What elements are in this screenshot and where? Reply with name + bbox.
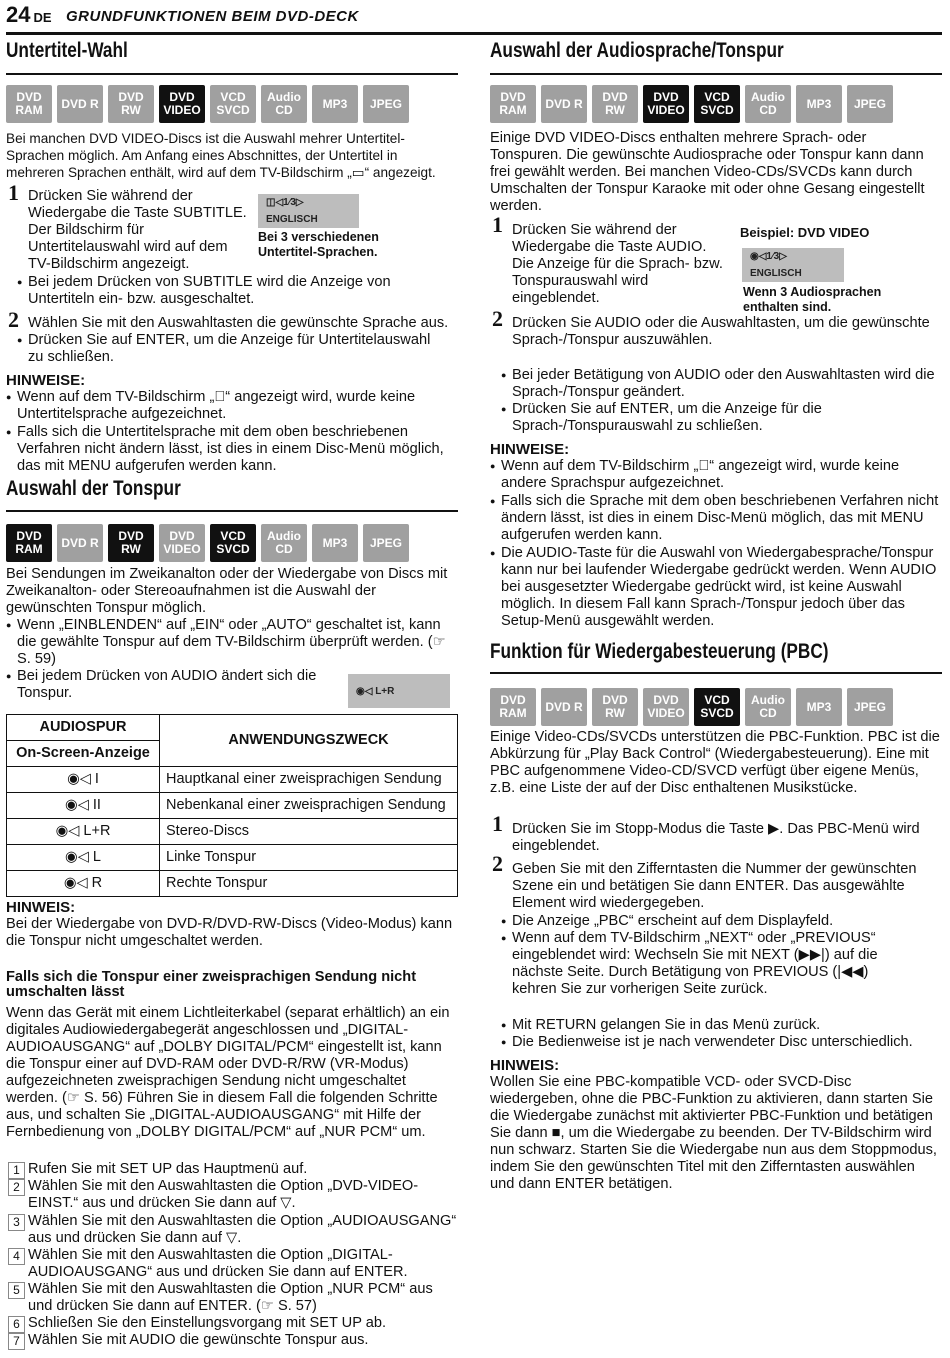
vcd-svcd-icon: VCD SVCD: [210, 524, 256, 562]
list-item: Wählen Sie mit AUDIO die gewünschte Tonspur aus.: [28, 1332, 369, 1348]
divider: [490, 73, 942, 75]
mp3-icon: MP3: [796, 85, 842, 123]
dvd-ram-icon: DVD RAM: [6, 85, 52, 123]
step-text: Wählen Sie mit den Auswahltasten die gewünschte Sprache aus.: [28, 315, 449, 331]
jpeg-icon: JPEG: [363, 85, 409, 123]
bullet: ● Bei jedem Drücken von SUBTITLE wird die Anzeige von Untertiteln ein- bzw. ausgeschaltet.: [28, 274, 448, 308]
bullet: ● Wenn „EINBLENDEN“ auf „EIN“ oder „AUTO“ geschaltet ist, kann die gewählte Tonspur auf dem TV-Bildschirm überprüft werden. (☞ S. 59): [17, 617, 457, 668]
dvd-r-icon: DVD R: [57, 85, 103, 123]
note-text: Bei der Wiedergabe von DVD-R/DVD-RW-Discs (Video-Modus) kann die Tonspur nicht umgeschaltet werden.: [6, 916, 453, 949]
bullet: ● Bei jedem Drücken von AUDIO ändert sich die Tonspur.: [17, 668, 337, 702]
heading-tonspur: Auswahl der Tonspur: [6, 477, 181, 500]
step-text: Drücken Sie im Stopp-Modus die Taste ▶. Das PBC-Menü wird eingeblendet.: [512, 821, 920, 854]
heading-audiosprache: Auswahl der Audiosprache/Tonspur: [490, 39, 784, 62]
step-text: Geben Sie mit den Zifferntasten die Nummer der gewünschten Szene ein und betätigen Sie dann ENTER. Das ausgewählte Element wird wiedergegeben.: [512, 861, 917, 911]
sub-text: Wenn das Gerät mit einem Lichtleiterkabel (separat erhältlich) an ein digitales Audiowiedergabegerät angeschlossen und „DIGITAL-AUDIOAUSGANG“ auf „DOLBY DIGITAL/PCM“ eingestellt ist, kann die Tonspur einer auf DVD-RAM oder DVD-R/RW (VR-Modus) aufgezeichneten zweisprachigen Sendung nicht umgeschaltet werden. (☞ S. 56) Führen Sie in diesem Fall die folgenden Schritte aus, und schalten Sie „DIGITAL-AUDIOAUSGANG“ mit Hilfe der Fernbedienung von „DOLBY DIGITAL/PCM“ auf „NUR PCM“ um.: [6, 1005, 450, 1140]
step-text: Drücken Sie während der Wiedergabe die Taste AUDIO. Die Anzeige für die Sprach- bzw. Tonspurauswahl wird eingeblendet.: [512, 222, 723, 306]
note-heading: HINWEIS:: [6, 899, 76, 916]
disc-icons-r1: [490, 85, 893, 123]
th-osd: On-Screen-Anzeige: [7, 741, 160, 767]
disc-icons-r2: [490, 688, 893, 726]
audio-cd-icon: Audio CD: [745, 85, 791, 123]
note-text: Wollen Sie eine PBC-kompatible VCD- oder SVCD-Disc wiedergeben, ohne die PBC-Funktion zu aktivieren, dann starten Sie die Wiedergabe zunächst mit aktivierter PBC-Funktion und betätigen Sie dann ■, um die Wiedergabe zu beenden. Der TV-Bildschirm wird nun schwarz. Starten Sie die Wiedergabe nun aus dem Stoppmodus, indem Sie den gewünschten Titel mit den Zifferntasten auswählen und dann ENTER betätigen.: [490, 1074, 937, 1192]
list-item: Wählen Sie mit den Auswahltasten die Option „DVD-VIDEO-EINST.“ aus und drücken Sie dann auf ▽.: [28, 1178, 419, 1211]
jpeg-icon: JPEG: [363, 524, 409, 562]
heading-pbc: Funktion für Wiedergabesteuerung (PBC): [490, 640, 829, 663]
list-item: Rufen Sie mit SET UP das Hauptmenü auf.: [28, 1161, 308, 1177]
heading-untertitel: Untertitel-Wahl: [6, 39, 128, 62]
dvd-rw-icon: DVD RW: [108, 85, 154, 123]
th-zweck: ANWENDUNGSZWECK: [160, 715, 458, 767]
osd-caption: Bei 3 verschiedenen Untertitel-Sprachen.: [258, 230, 379, 259]
table-row: ◉◁ II Nebenkanal einer zweisprachigen Sendung: [7, 793, 458, 819]
jpeg-icon: JPEG: [847, 85, 893, 123]
disc-icons-s2: [6, 524, 409, 562]
example-label: Beispiel: DVD VIDEO: [740, 225, 870, 240]
section-title: GRUNDFUNKTIONEN BEIM DVD-DECK: [66, 8, 359, 25]
note-heading: HINWEIS:: [490, 1057, 560, 1074]
mp3-icon: MP3: [312, 85, 358, 123]
audio-table: [6, 714, 458, 897]
bullet: ● Drücken Sie auf ENTER, um die Anzeige für Untertitelauswahl zu schließen.: [28, 332, 448, 366]
note: ● Wenn auf dem TV-Bildschirm „⃠“ angezeigt wird, wurde keine Untertitelsprache aufgezeichnet.: [17, 389, 457, 423]
step-number: 2: [492, 306, 503, 331]
dvd-video-icon: DVD VIDEO: [159, 524, 205, 562]
mp3-icon: MP3: [312, 524, 358, 562]
divider: [6, 73, 458, 75]
intro-text: Bei manchen DVD VIDEO-Discs ist die Auswahl mehrer Untertitel-Sprachen möglich. Am Anfang eines Abschnittes, der Untertitel in mehreren Sprachen enthält, wird auf dem TV-Bildschirm „▭“ angezeigt.: [6, 131, 436, 180]
dvd-ram-icon: DVD RAM: [6, 524, 52, 562]
table-row: ◉◁ R Rechte Tonspur: [7, 871, 458, 897]
bullet: ● Mit RETURN gelangen Sie in das Menü zurück.: [512, 1017, 940, 1034]
divider: [490, 672, 942, 674]
disc-icons-s1: [6, 85, 409, 123]
step-number: 1: [8, 180, 19, 205]
list-item: Wählen Sie mit den Auswahltasten die Option „NUR PCM“ aus und drücken Sie dann auf ENTER. (☞ S. 57): [28, 1281, 433, 1314]
step-number: 2: [492, 851, 503, 876]
audio-cd-icon: Audio CD: [261, 85, 307, 123]
vcd-svcd-icon: VCD SVCD: [694, 688, 740, 726]
dvd-ram-icon: DVD RAM: [490, 688, 536, 726]
dvd-video-icon: DVD VIDEO: [643, 85, 689, 123]
audio-osd: ◉◁ L+R: [348, 674, 450, 708]
notes-heading: HINWEISE:: [6, 372, 86, 389]
mp3-icon: MP3: [796, 688, 842, 726]
intro-text: Bei Sendungen im Zweikanalton oder der Wiedergabe von Discs mit Zweikanalton- oder Stereoaufnahmen ist die Auswahl der gewünschten Tonspur möglich.: [6, 566, 448, 616]
osd-caption: Wenn 3 Audiosprachen enthalten sind.: [743, 285, 882, 314]
table-row: ◉◁ L+R Stereo-Discs: [7, 819, 458, 845]
list-item: Schließen Sie den Einstellungsvorgang mit SET UP ab.: [28, 1315, 387, 1331]
bullet: ● Die Bedienweise ist je nach verwendeter Disc unterschiedlich.: [512, 1034, 940, 1051]
step-text: Drücken Sie AUDIO oder die Auswahltasten, um die gewünschte Sprach-/Tonspur auszuwählen.: [512, 315, 930, 348]
dvd-r-icon: DVD R: [57, 524, 103, 562]
bullet: ● Die Anzeige „PBC“ erscheint auf dem Displayfeld.: [512, 913, 940, 930]
note: ● Falls sich die Sprache mit dem oben beschriebenen Verfahren nicht ändern lässt, ist dies in einem Disc-Menü möglich, das mit MENU aufgerufen werden kann.: [501, 493, 941, 544]
page-header: [6, 2, 942, 35]
note: ● Falls sich die Untertitelsprache mit dem oben beschriebenen Verfahren nicht ändern lässt, ist dies in einem Disc-Menü möglich, das mit MENU aufgerufen werden kann.: [17, 424, 457, 475]
audio-cd-icon: Audio CD: [745, 688, 791, 726]
table-row: ◉◁ I Hauptkanal einer zweisprachigen Sendung: [7, 767, 458, 793]
bullet: ● Wenn auf dem TV-Bildschirm „NEXT“ oder „PREVIOUS“ eingeblendet wird: Wechseln Sie mit NEXT (▶▶|) auf die nächste Seite. Durch Betätigung von PREVIOUS (|◀◀) kehren Sie zur vorherigen Seite zurück.: [512, 930, 912, 998]
step-number: 1: [492, 212, 503, 237]
dvd-rw-icon: DVD RW: [592, 85, 638, 123]
dvd-r-icon: DVD R: [541, 688, 587, 726]
th-audiospur: AUDIOSPUR: [7, 715, 160, 741]
table-row: ◉◁ L Linke Tonspur: [7, 845, 458, 871]
audio-lang-osd: ◉◁1⁄3▷ ENGLISCH: [742, 248, 844, 282]
dvd-r-icon: DVD R: [541, 85, 587, 123]
vcd-svcd-icon: VCD SVCD: [210, 85, 256, 123]
divider: [6, 510, 458, 512]
dvd-ram-icon: DVD RAM: [490, 85, 536, 123]
dvd-rw-icon: DVD RW: [592, 688, 638, 726]
list-item: Wählen Sie mit den Auswahltasten die Option „DIGITAL-AUDIOAUSGANG“ aus und drücken Sie dann auf ENTER.: [28, 1247, 408, 1280]
page-number: 24 DE: [6, 2, 52, 27]
step-number: 1: [492, 811, 503, 836]
bullet: ● Bei jeder Betätigung von AUDIO oder den Auswahltasten wird die Sprach-/Tonspur geändert.: [512, 367, 940, 401]
list-item: Wählen Sie mit den Auswahltasten die Option „AUDIOAUSGANG“ aus und drücken Sie dann auf ▽.: [28, 1213, 457, 1246]
jpeg-icon: JPEG: [847, 688, 893, 726]
bullet: ● Drücken Sie auf ENTER, um die Anzeige für die Sprach-/Tonspurauswahl zu schließen.: [512, 401, 940, 435]
subheading: Falls sich die Tonspur einer zweisprachigen Sendung nicht umschalten lässt: [6, 969, 417, 1000]
notes-heading: HINWEISE:: [490, 441, 570, 458]
dvd-video-icon: DVD VIDEO: [643, 688, 689, 726]
audio-cd-icon: Audio CD: [261, 524, 307, 562]
note: ● Die AUDIO-Taste für die Auswahl von Wiedergabesprache/Tonspur kann nur bei laufender Wiedergabe gedrückt werden. Wenn AUDIO bei ausgesetzter Wiedergabe gedrückt wird, ist keine Auswahl möglich. In diesem Fall kann Sprach-/Tonspur jedoch über das Setup-Menü ausgewählt werden.: [501, 545, 941, 630]
subtitle-osd: ◫◁1⁄3▷ ENGLISCH: [258, 194, 359, 228]
vcd-svcd-icon: VCD SVCD: [694, 85, 740, 123]
step-number: 2: [8, 307, 19, 332]
note: ● Wenn auf dem TV-Bildschirm „⃠“ angezeigt wird, wurde keine andere Sprachspur aufgezeichnet.: [501, 458, 941, 492]
dvd-video-icon: DVD VIDEO: [159, 85, 205, 123]
dvd-rw-icon: DVD RW: [108, 524, 154, 562]
step-text: Drücken Sie während der Wiedergabe die Taste SUBTITLE. Der Bildschirm für Untertitelauswahl wird auf dem TV-Bildschirm angezeigt.: [28, 188, 247, 272]
intro-text: Einige DVD VIDEO-Discs enthalten mehrere Sprach- oder Tonspuren. Die gewünschte Audiosprache oder Tonspur kann dann frei gewählt werden. Bei manchen Video-CDs/SVCDs kann durch Umschalten der Tonspur Karaoke mit oder ohne Gesang eingestellt werden.: [490, 130, 925, 214]
intro-text: Einige Video-CDs/SVCDs unterstützen die PBC-Funktion. PBC ist die Abkürzung für „Play Back Control“ (Wiedergabesteuerung). Eine mit PBC aufgenommene Video-CD/SVCD verfügt über eigene Menüs, z.B. eine Liste der auf der Disc enthaltenen Musikstücke.: [490, 729, 940, 796]
